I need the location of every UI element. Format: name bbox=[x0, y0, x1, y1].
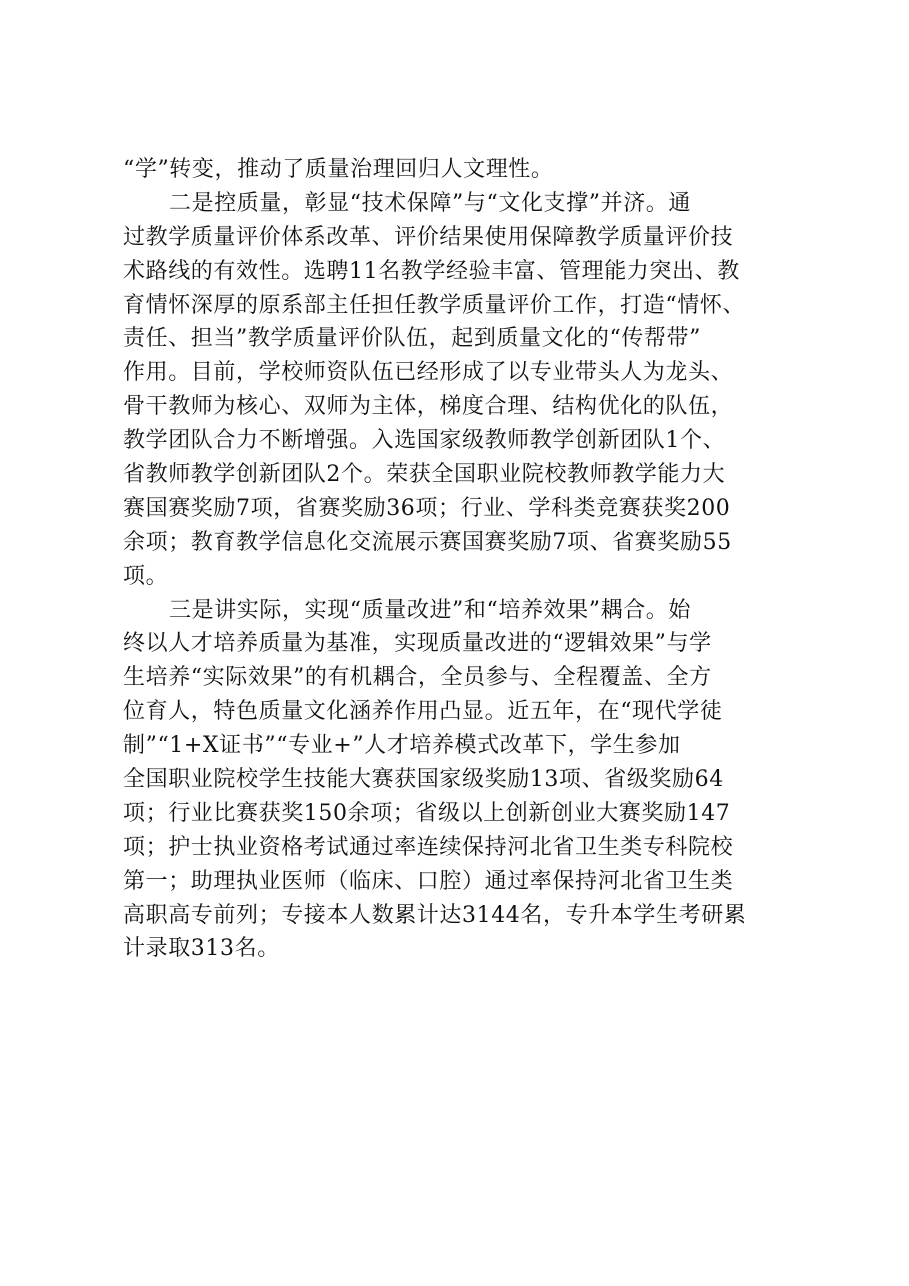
text-line: 余项；教育教学信息化交流展示赛国赛奖励7项、省赛奖励55 bbox=[123, 529, 732, 555]
text-line: 省教师教学创新团队2个。荣获全国职业院校教师教学能力大 bbox=[123, 462, 726, 488]
paragraph-first-line: 三是讲实际，实现“质量改进”和“培养效果”耦合。始 bbox=[169, 597, 691, 623]
text-line: 术路线的有效性。选聘11名教学经验丰富、管理能力突出、教 bbox=[123, 258, 740, 284]
text-line: 责任、担当”教学质量评价队伍，起到质量文化的“传帮带” bbox=[123, 326, 701, 352]
text-line: 教学团队合力不断增强。入选国家级教师教学创新团队1个、 bbox=[123, 428, 726, 454]
text-line: 骨干教师为核心、双师为主体，梯度合理、结构优化的队伍， bbox=[123, 394, 734, 420]
body-text bbox=[123, 153, 803, 966]
paragraph-first-line: 二是控质量，彰显“技术保障”与“文化支撑”并济。通 bbox=[169, 190, 691, 216]
text-line: 项。 bbox=[123, 563, 169, 589]
text-line: 计录取313名。 bbox=[123, 936, 280, 962]
text-line: 全国职业院校学生技能大赛获国家级奖励13项、省级奖励64 bbox=[123, 767, 724, 793]
text-line: 生培养“实际效果”的有机耦合，全员参与、全程覆盖、全方 bbox=[123, 665, 712, 691]
text-line: 作用。目前，学校师资队伍已经形成了以专业带头人为龙头、 bbox=[123, 360, 734, 386]
text-line: 位育人，特色质量文化涵养作用凸显。近五年，在“现代学徒 bbox=[123, 699, 723, 725]
text-line: 项；护士执业资格考试通过率连续保持河北省卫生类专科院校 bbox=[123, 834, 734, 860]
text-line: 终以人才培养质量为基准，实现质量改进的“逻辑效果”与学 bbox=[123, 631, 712, 657]
text-line: “学”转变，推动了质量治理回归人文理性。 bbox=[123, 157, 554, 182]
text-line: 高职高专前列；专接本人数累计达3144名，专升本学生考研累 bbox=[123, 902, 747, 928]
text-line: 项；行业比赛获奖150余项；省级以上创新创业大赛奖励147 bbox=[123, 800, 731, 826]
text-line: 过教学质量评价体系改革、评价结果使用保障教学质量评价技 bbox=[123, 224, 734, 250]
text-line: 制”“1+X证书”“专业+”人才培养模式改革下，学生参加 bbox=[123, 733, 681, 759]
text-line: 第一；助理执业医师（临床、口腔）通过率保持河北省卫生类 bbox=[123, 868, 734, 894]
text-line: 赛国赛奖励7项，省赛奖励36项；行业、学科类竞赛获奖200 bbox=[123, 495, 731, 521]
text-line: 育情怀深厚的原系部主任担任教学质量评价工作，打造“情怀、 bbox=[123, 292, 746, 318]
